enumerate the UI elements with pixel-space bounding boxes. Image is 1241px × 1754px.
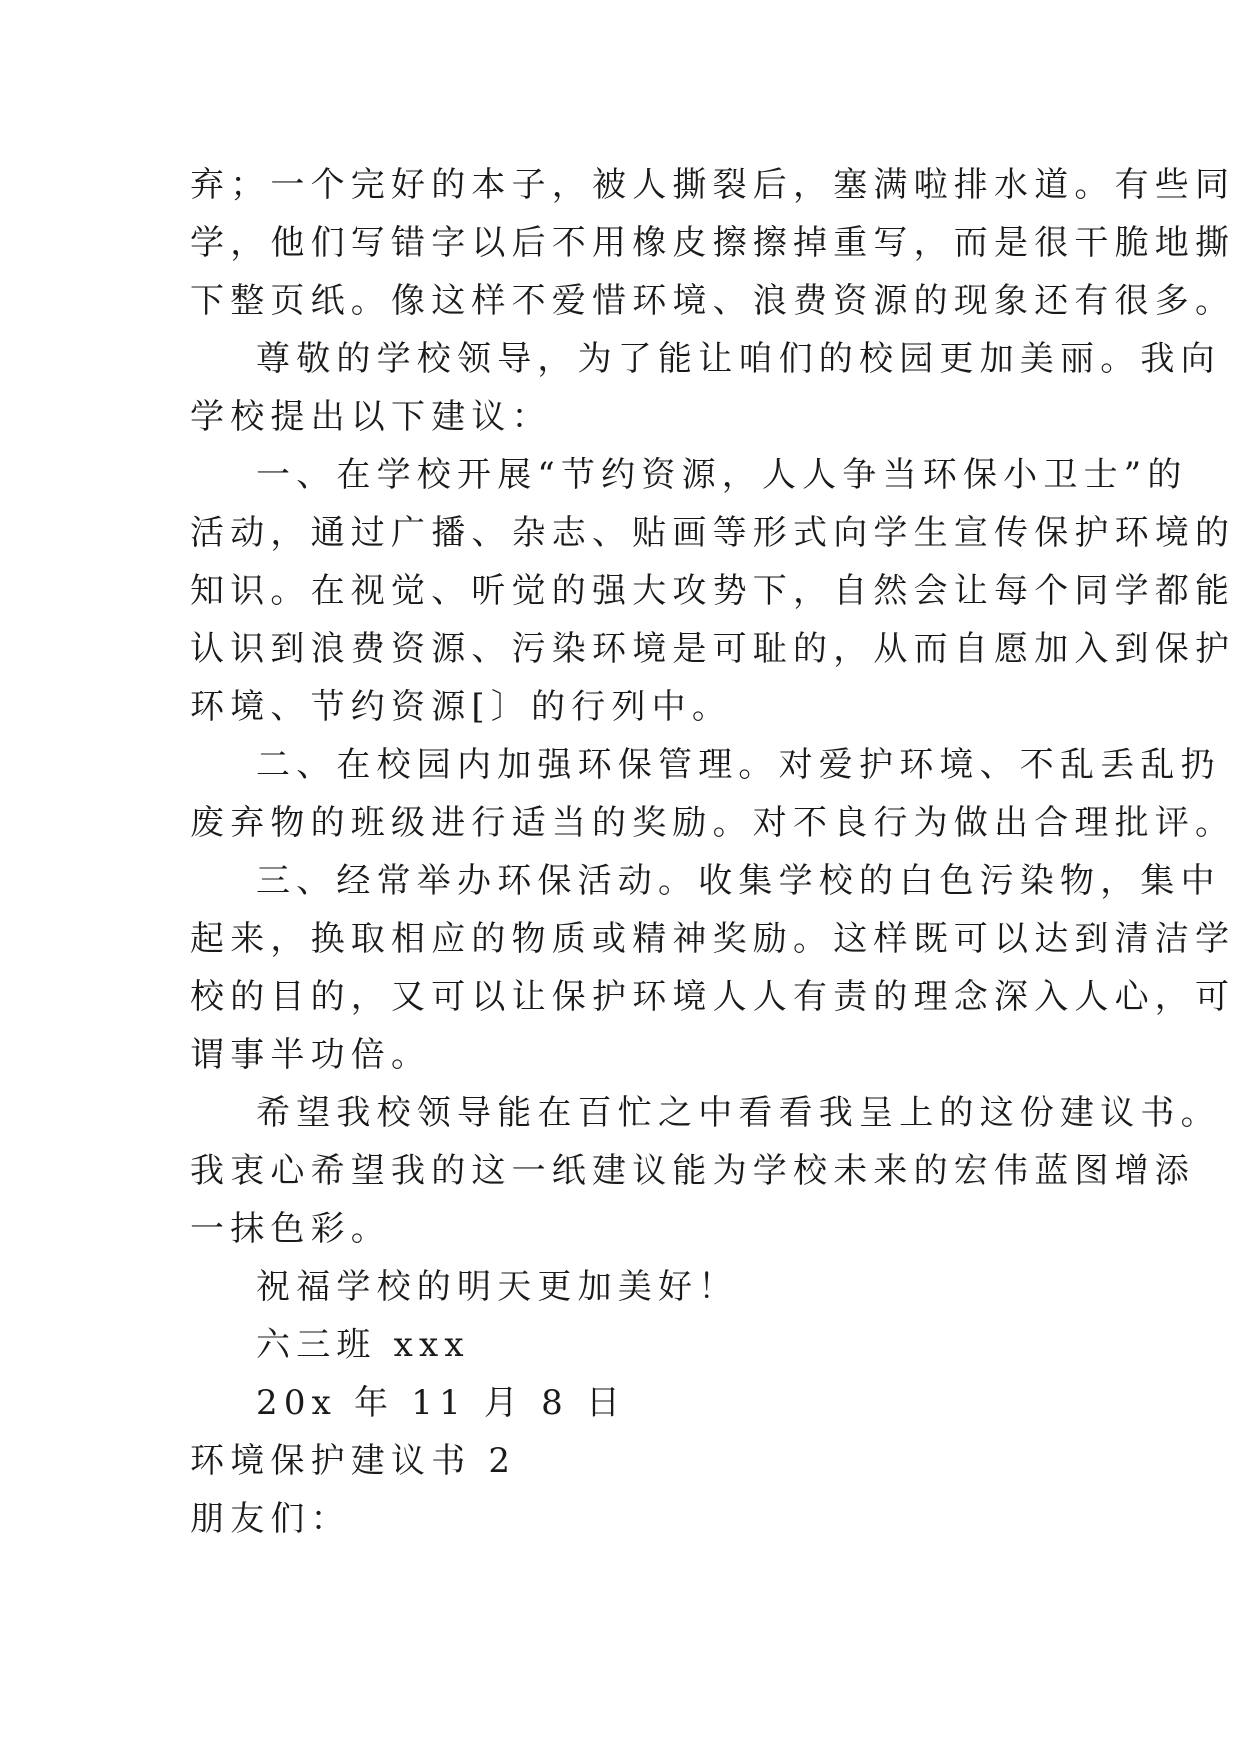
body-text-line: 环境、节约资源[〕的行列中。: [190, 687, 733, 727]
paragraph-first-line: 三、经常举办环保活动。收集学校的白色污染物，集中: [256, 861, 1221, 901]
body-text-line: 谓事半功倍。: [190, 1035, 432, 1075]
paragraph-first-line: 二、在校园内加强环保管理。对爱护环境、不乱丢乱扔: [256, 745, 1221, 785]
salutation: 朋友们：: [190, 1499, 351, 1539]
body-text-line: 认识到浪费资源、污染环境是可耻的，从而自愿加入到保护: [190, 629, 1236, 669]
paragraph-first-line: 尊敬的学校领导，为了能让咱们的校园更加美丽。我向: [256, 339, 1221, 379]
section-heading: 环境保护建议书 2: [190, 1441, 517, 1481]
closing-wish: 祝福学校的明天更加美好！: [256, 1267, 739, 1307]
body-text-line: 我衷心希望我的这一纸建议能为学校未来的宏伟蓝图增添: [190, 1151, 1195, 1191]
body-text-line: 学，他们写错字以后不用橡皮擦擦掉重写，而是很干脆地撕: [190, 223, 1236, 263]
body-text-line: 学校提出以下建议：: [190, 397, 552, 437]
signature-line: 六三班 xxx: [256, 1325, 470, 1365]
body-text-line: 起来，换取相应的物质或精神奖励。这样既可以达到清洁学: [190, 919, 1236, 959]
body-text-line: 校的目的，又可以让保护环境人人有责的理念深入人心，可: [190, 977, 1236, 1017]
body-text-line: 知识。在视觉、听觉的强大攻势下，自然会让每个同学都能: [190, 571, 1236, 611]
body-text-line: 弃；一个完好的本子，被人撕裂后，塞满啦排水道。有些同: [190, 165, 1236, 205]
body-text-line: 废弃物的班级进行适当的奖励。对不良行为做出合理批评。: [190, 803, 1236, 843]
date-line: 20x 年 11 月 8 日: [256, 1383, 627, 1423]
body-text-line: 活动，通过广播、杂志、贴画等形式向学生宣传保护环境的: [190, 513, 1236, 553]
paragraph-first-line: 一、在学校开展“节约资源，人人争当环保小卫士”的: [256, 455, 1188, 495]
paragraph-first-line: 希望我校领导能在百忙之中看看我呈上的这份建议书。: [256, 1093, 1221, 1133]
body-text-line: 一抹色彩。: [190, 1209, 391, 1249]
body-text-line: 下整页纸。像这样不爱惜环境、浪费资源的现象还有很多。: [190, 281, 1236, 321]
